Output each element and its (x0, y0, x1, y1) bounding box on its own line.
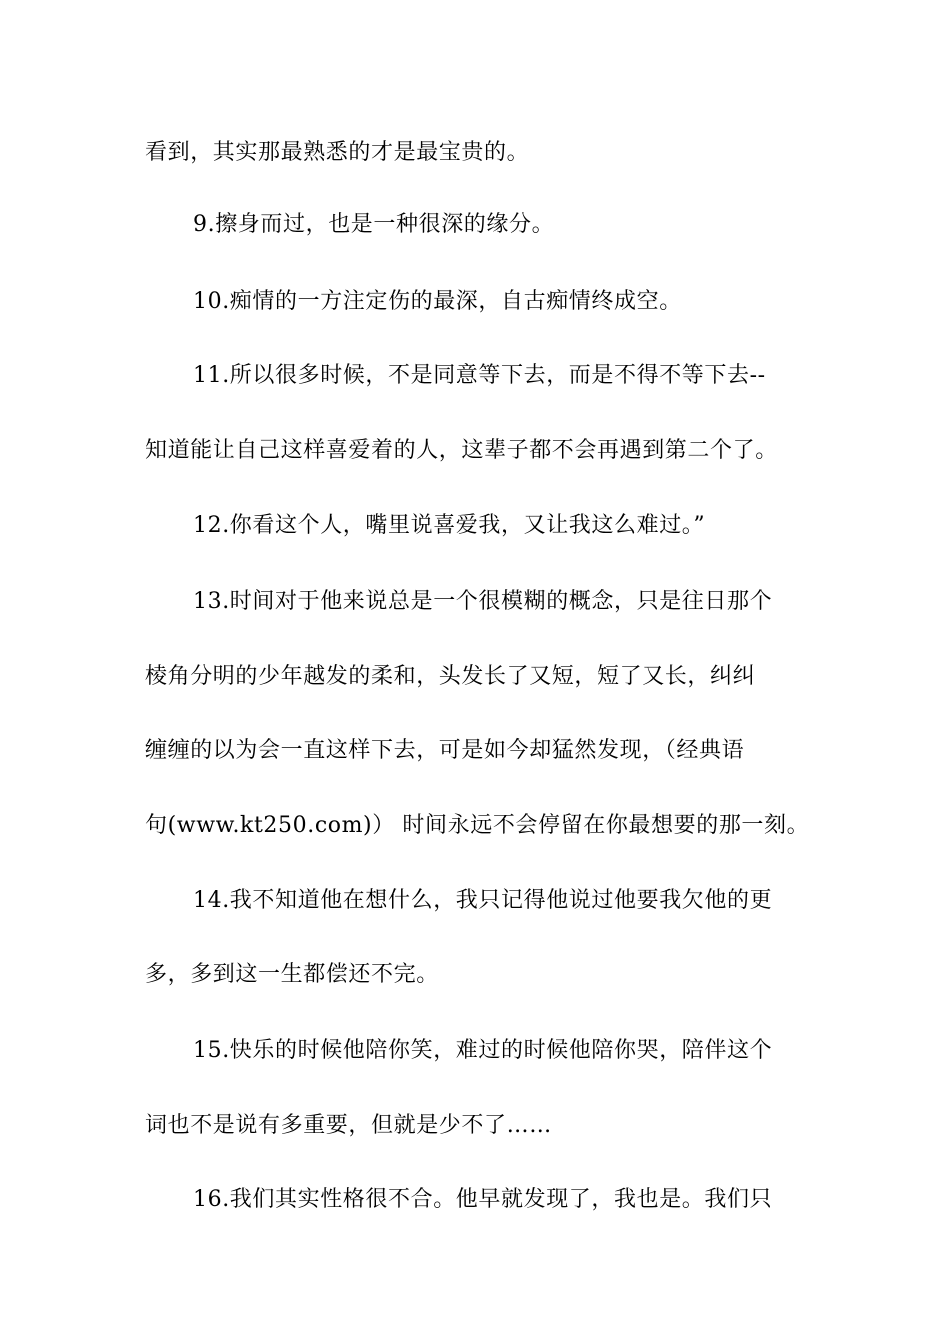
text-line: 知道能让自己这样喜爱着的人，这辈子都不会再遇到第二个了。 (145, 438, 778, 463)
text-line: 16.我们其实性格很不合。他早就发现了，我也是。我们只 (193, 1187, 773, 1212)
text-line: 9.擦身而过，也是一种很深的缘分。 (193, 212, 555, 237)
text-line: 10.痴情的一方注定伤的最深，自古痴情终成空。 (193, 289, 682, 314)
text-line: 多，多到这一生都偿还不完。 (145, 962, 439, 987)
text-line: 词也不是说有多重要，但就是少不了…… (145, 1113, 552, 1138)
text-line: 棱角分明的少年越发的柔和，头发长了又短，短了又长，纠纠 (145, 664, 756, 689)
text-line: 15.快乐的时候他陪你笑，难过的时候他陪你哭，陪伴这个 (193, 1038, 773, 1063)
text-line: 句(www.kt250.com)） 时间永远不会停留在你最想要的那一刻。 (145, 813, 810, 838)
text-line: 看到，其实那最熟悉的才是最宝贵的。 (145, 140, 530, 165)
text-line: 12.你看这个人，嘴里说喜爱我，又让我这么难过。” (193, 513, 706, 538)
text-line: 11.所以很多时候，不是同意等下去，而是不得不等下去-- (193, 363, 766, 388)
text-line: 13.时间对于他来说总是一个很模糊的概念，只是往日那个 (193, 589, 773, 614)
text-line: 缠缠的以为会一直这样下去，可是如今却猛然发现，（经典语 (145, 738, 745, 763)
text-line: 14.我不知道他在想什么，我只记得他说过他要我欠他的更 (193, 888, 773, 913)
